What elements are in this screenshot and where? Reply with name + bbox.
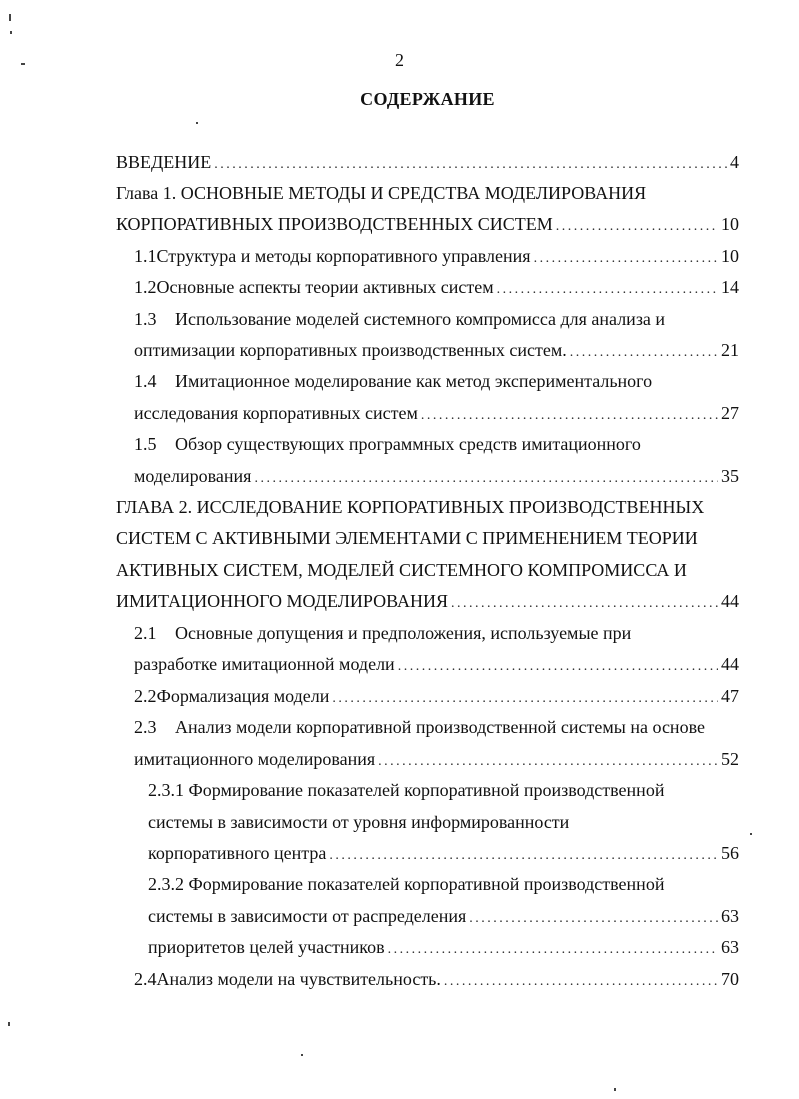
toc-entry-page: 35 bbox=[721, 466, 739, 486]
dot-leader bbox=[378, 746, 718, 777]
toc-entry-text: 2.3.1 Формирование показателей корпоративной производственной bbox=[148, 780, 665, 800]
toc-entry-2-1-cont[interactable] bbox=[134, 649, 739, 680]
scan-speck bbox=[301, 1054, 303, 1056]
toc-entry-2-3-2-cont-1[interactable] bbox=[148, 901, 739, 932]
toc-entry-2-4[interactable] bbox=[134, 964, 739, 995]
toc-entry-2-3-1[interactable] bbox=[148, 775, 799, 806]
toc-entry-1-5-cont[interactable] bbox=[134, 461, 739, 492]
toc-entry-number: 1.1 bbox=[134, 246, 157, 266]
toc-entry-2-3-1-cont-2[interactable] bbox=[148, 838, 739, 869]
toc-entry-2-1[interactable] bbox=[134, 618, 799, 649]
toc-entry-text: ГЛАВА 2. ИССЛЕДОВАНИЕ КОРПОРАТИВНЫХ ПРОИЗВОДСТВЕННЫХ bbox=[116, 497, 705, 517]
dot-leader bbox=[534, 243, 718, 274]
toc-entry-1-4-cont[interactable] bbox=[134, 398, 739, 429]
dot-leader bbox=[332, 683, 718, 714]
toc-entry-text: системы в зависимости от уровня информированности bbox=[148, 812, 570, 832]
toc-entry-number: 2.4 bbox=[134, 969, 157, 989]
toc-entry-page: 63 bbox=[721, 906, 739, 926]
toc-entry-text: Формализация модели bbox=[156, 686, 330, 706]
toc-entry-text: Основные аспекты теории активных систем bbox=[156, 277, 494, 297]
toc-entry-text: Использование моделей системного компромисса для анализа и bbox=[175, 309, 666, 329]
toc-entry-chapter-2-cont-2[interactable] bbox=[116, 555, 799, 586]
toc-entry-chapter-2-cont-3[interactable] bbox=[116, 586, 739, 617]
toc-entry-number: 2.3 bbox=[134, 717, 157, 737]
dot-leader bbox=[497, 274, 718, 305]
dot-leader bbox=[214, 149, 727, 180]
toc-entry-text: 2.3.2 Формирование показателей корпоративной производственной bbox=[148, 874, 665, 894]
toc-entry-2-3-1-cont-1[interactable] bbox=[148, 807, 799, 838]
toc-entry-text: Основные допущения и предположения, используемые при bbox=[175, 623, 632, 643]
dot-leader bbox=[329, 840, 718, 871]
toc-entry-text: корпоративного центра bbox=[148, 843, 327, 863]
dot-leader bbox=[388, 934, 718, 965]
toc-entry-number: 1.3 bbox=[134, 309, 157, 329]
toc-entry-page: 4 bbox=[730, 152, 739, 172]
toc-entry-text: приоритетов целей участников bbox=[148, 937, 385, 957]
toc-entry-text: ВВЕДЕНИЕ bbox=[116, 152, 212, 172]
toc-entry-text: Имитационное моделирование как метод экспериментального bbox=[175, 371, 653, 391]
toc-entry-1-2[interactable] bbox=[134, 272, 739, 303]
toc-entry-page: 10 bbox=[721, 214, 739, 234]
toc-entry-2-3-2[interactable] bbox=[148, 869, 799, 900]
scan-speck bbox=[196, 122, 198, 124]
toc-entry-number: 1.2 bbox=[134, 277, 157, 297]
toc-entry-page: 70 bbox=[721, 969, 739, 989]
toc-entry-text: Обзор существующих программных средств имитационного bbox=[175, 434, 641, 454]
scan-speck bbox=[614, 1088, 616, 1091]
toc-entry-page: 10 bbox=[721, 246, 739, 266]
dot-leader bbox=[444, 966, 718, 997]
toc-entry-page: 56 bbox=[721, 843, 739, 863]
scan-speck bbox=[8, 1022, 10, 1026]
toc-entry-page: 52 bbox=[721, 749, 739, 769]
toc-entry-introduction[interactable] bbox=[116, 147, 739, 178]
dot-leader bbox=[451, 588, 718, 619]
toc-entry-page: 63 bbox=[721, 937, 739, 957]
toc-entry-text: оптимизации корпоративных производственных систем. bbox=[134, 340, 567, 360]
toc-entry-number: 2.1 bbox=[134, 623, 157, 643]
toc-entry-text: Глава 1. ОСНОВНЫЕ МЕТОДЫ И СРЕДСТВА МОДЕЛИРОВАНИЯ bbox=[116, 183, 647, 203]
toc-entry-text: имитационного моделирования bbox=[134, 749, 376, 769]
toc-entry-2-3[interactable] bbox=[134, 712, 799, 743]
toc-entry-text: Анализ модели корпоративной производственной системы на основе bbox=[175, 717, 705, 737]
dot-leader bbox=[556, 211, 718, 242]
toc-entry-text: Структура и методы корпоративного управления bbox=[156, 246, 531, 266]
toc-entry-chapter-2-cont-1[interactable] bbox=[116, 523, 799, 554]
toc-entry-2-3-cont[interactable] bbox=[134, 744, 739, 775]
toc-entry-text: разработке имитационной модели bbox=[134, 654, 395, 674]
toc-entry-number: 1.5 bbox=[134, 434, 157, 454]
scan-speck bbox=[750, 833, 752, 835]
scan-speck bbox=[10, 31, 12, 34]
toc-entry-text: СИСТЕМ С АКТИВНЫМИ ЭЛЕМЕНТАМИ С ПРИМЕНЕНИЕМ ТЕОРИИ bbox=[116, 528, 698, 548]
toc-entry-page: 27 bbox=[721, 403, 739, 423]
dot-leader bbox=[398, 651, 718, 682]
toc-entry-chapter-1-cont[interactable] bbox=[116, 209, 739, 240]
dot-leader bbox=[254, 463, 718, 494]
toc-entry-text: системы в зависимости от распределения bbox=[148, 906, 467, 926]
scan-speck bbox=[21, 63, 25, 65]
toc-entry-1-3-cont[interactable] bbox=[134, 335, 739, 366]
toc-entry-page: 21 bbox=[721, 340, 739, 360]
toc-entry-page: 47 bbox=[721, 686, 739, 706]
toc-entry-page: 14 bbox=[721, 277, 739, 297]
dot-leader bbox=[570, 337, 718, 368]
toc-entry-1-4[interactable] bbox=[134, 366, 799, 397]
toc-entry-chapter-1[interactable] bbox=[116, 178, 799, 209]
toc-title: СОДЕРЖАНИЕ bbox=[360, 89, 495, 109]
toc-entry-number: 1.4 bbox=[134, 371, 157, 391]
scan-speck bbox=[9, 14, 11, 21]
page-number: 2 bbox=[395, 50, 404, 70]
toc-entry-1-1[interactable] bbox=[134, 241, 739, 272]
toc-entry-page: 44 bbox=[721, 591, 739, 611]
toc-entry-chapter-2[interactable] bbox=[116, 492, 799, 523]
dot-leader bbox=[469, 903, 718, 934]
toc-entry-text: моделирования bbox=[134, 466, 252, 486]
toc-entry-text: Анализ модели на чувствительность. bbox=[156, 969, 441, 989]
toc-entry-2-2[interactable] bbox=[134, 681, 739, 712]
toc-entry-page: 44 bbox=[721, 654, 739, 674]
toc-entry-1-3[interactable] bbox=[134, 304, 799, 335]
toc-entry-1-5[interactable] bbox=[134, 429, 799, 460]
dot-leader bbox=[421, 400, 718, 431]
toc-entry-text: КОРПОРАТИВНЫХ ПРОИЗВОДСТВЕННЫХ СИСТЕМ bbox=[116, 214, 553, 234]
toc-entry-text: исследования корпоративных систем bbox=[134, 403, 418, 423]
toc-entry-2-3-2-cont-2[interactable] bbox=[148, 932, 739, 963]
toc-entry-number: 2.2 bbox=[134, 686, 157, 706]
toc-entry-text: ИМИТАЦИОННОГО МОДЕЛИРОВАНИЯ bbox=[116, 591, 449, 611]
toc-entry-text: АКТИВНЫХ СИСТЕМ, МОДЕЛЕЙ СИСТЕМНОГО КОМПРОМИССА И bbox=[116, 560, 687, 580]
